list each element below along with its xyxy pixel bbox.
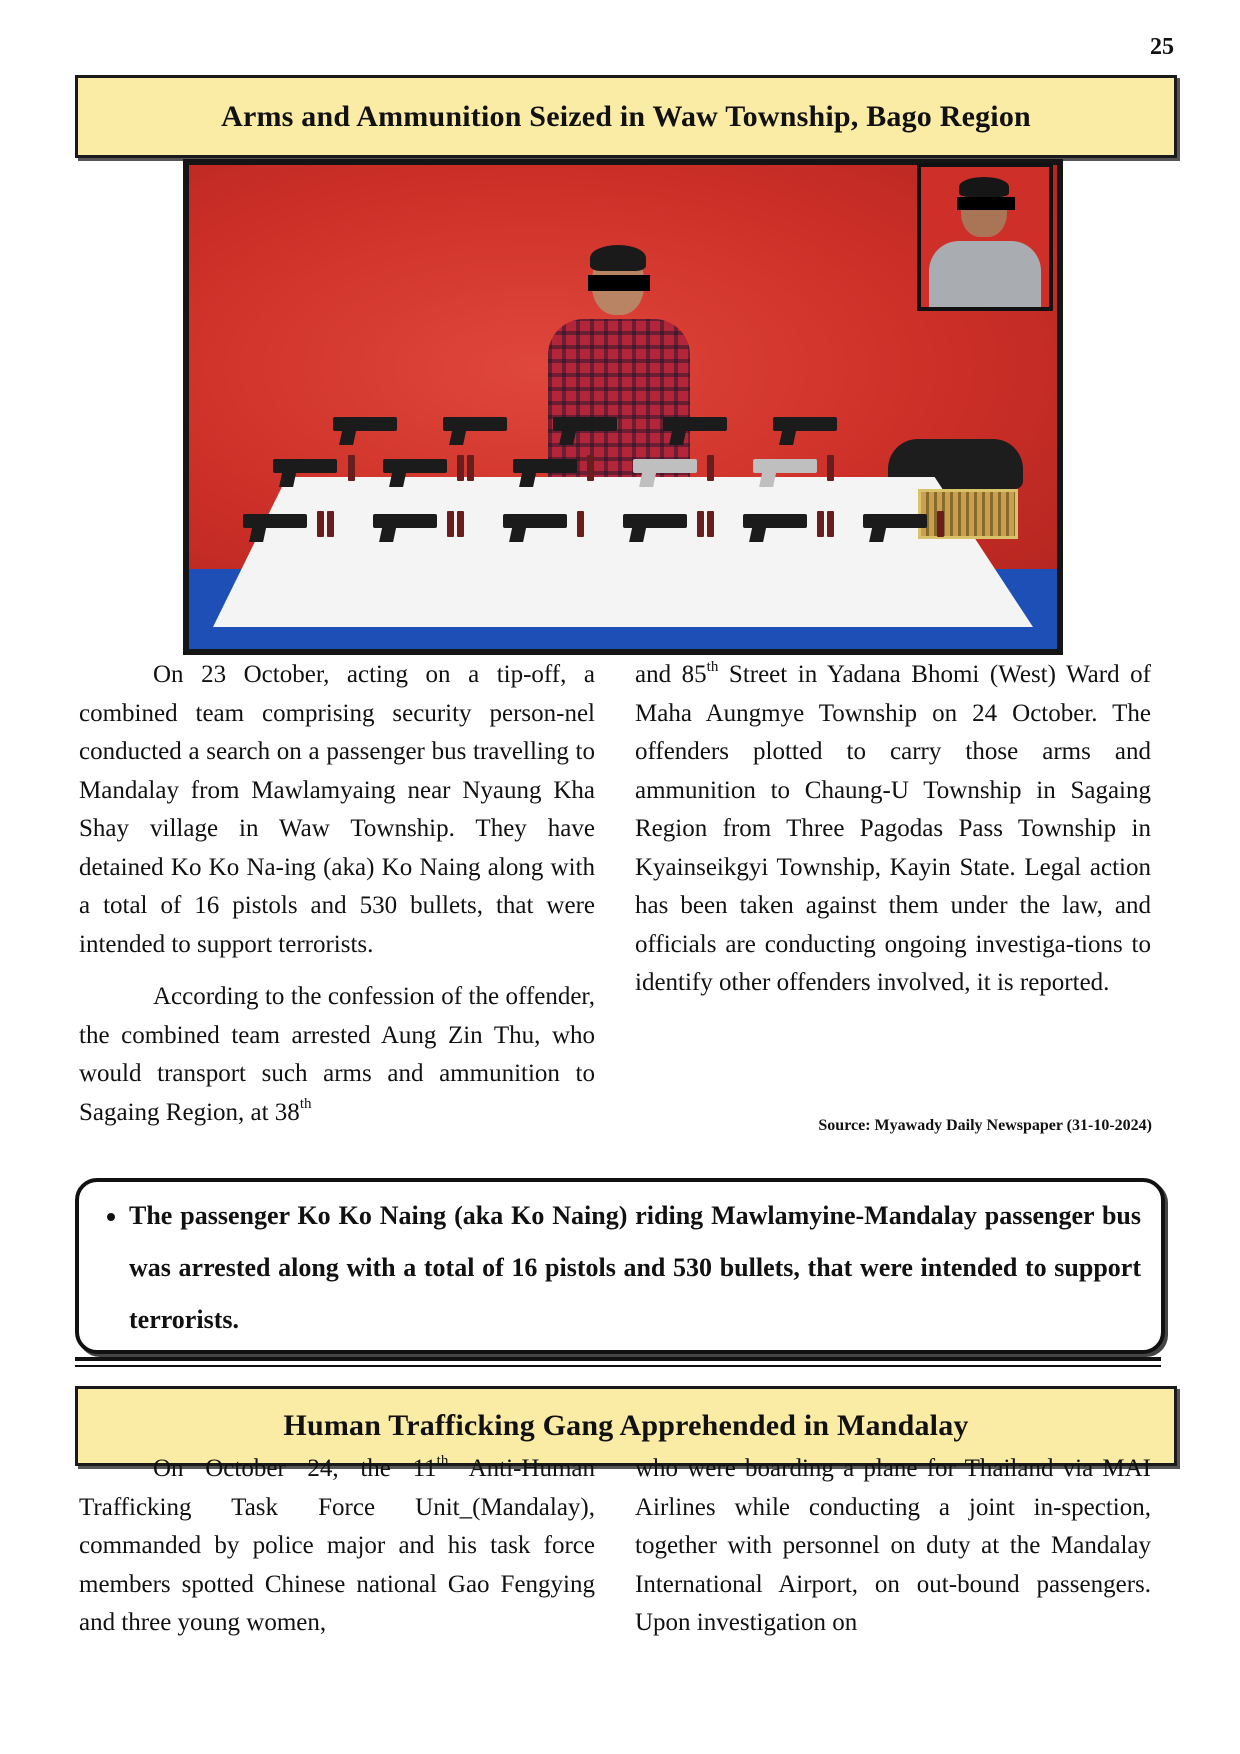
suspect-hair bbox=[590, 245, 646, 271]
article2-paragraph-text: Anti-Human Trafficking Task Force Unit_(Mandalay), commanded by police major and his task force members spotted Chinese national Gao Fengying and three young women, bbox=[79, 1455, 595, 1636]
pistol bbox=[773, 417, 837, 431]
display-table bbox=[213, 477, 1033, 627]
magazine bbox=[827, 455, 834, 481]
pistol bbox=[383, 459, 447, 473]
article1-right-column bbox=[635, 656, 1151, 1003]
article1-paragraph: On 23 October, acting on a tip-off, a combined team comprising security person-nel conducted a search on a passenger bus travelling to Mandalay from Mawlamyaing near Nyaung Kha Shay village in Waw Township. They have detained Ko Ko Na-ing (aka) Ko Naing along with a total of 16 pistols and 530 bullets, that were intended to support terrorists. bbox=[79, 661, 595, 958]
article2-right-column bbox=[635, 1450, 1151, 1643]
pistol bbox=[503, 514, 567, 528]
pistol bbox=[373, 514, 437, 528]
magazine bbox=[937, 511, 944, 537]
article1-paragraph-text: and 85 bbox=[635, 661, 707, 688]
seized-arms-photo bbox=[183, 159, 1063, 655]
magazine bbox=[817, 511, 824, 537]
article2-left-column bbox=[79, 1450, 595, 1643]
grey-tshirt bbox=[929, 241, 1041, 311]
magazine bbox=[348, 455, 355, 481]
source-citation: Source: Myawady Daily Newspaper (31-10-2024) bbox=[818, 1117, 1152, 1134]
article1-left-column bbox=[79, 656, 595, 1132]
superscript: th bbox=[706, 658, 719, 675]
magazine bbox=[317, 511, 324, 537]
magazine bbox=[457, 455, 464, 481]
magazine bbox=[587, 455, 594, 481]
magazine bbox=[697, 511, 704, 537]
article2-paragraph bbox=[79, 1450, 595, 1643]
highlight-bullet: • The passenger Ko Ko Naing (aka Ko Naing) riding Mawlamyine-Mandalay passenger bus was arrested along with a total of 16 pistols and 530 bullets, that were intended to support terrorists. bbox=[129, 1190, 1141, 1346]
censor-bar bbox=[957, 197, 1015, 210]
article-headline-human-trafficking: Human Trafficking Gang Apprehended in Mandalay bbox=[75, 1386, 1177, 1466]
pistol bbox=[663, 417, 727, 431]
pistol bbox=[863, 514, 927, 528]
pistol bbox=[243, 514, 307, 528]
magazine bbox=[707, 455, 714, 481]
pistol bbox=[513, 459, 577, 473]
article2-paragraph-text: On October 24, the 11 bbox=[153, 1455, 437, 1482]
article2-paragraph: who were boarding a plane for Thailand via MAI Airlines while conducting a joint in-spection, together with personnel on duty at the Mandalay International Airport, on out-bound passengers. Upon investigation on bbox=[635, 1455, 1151, 1636]
highlight-box bbox=[75, 1178, 1165, 1354]
pistol bbox=[623, 514, 687, 528]
superscript: th bbox=[299, 1096, 312, 1113]
article1-paragraph-text: According to the confession of the offender, the combined team arrested Aung Zin Thu, who would transport such arms and ammunition to Sagaing Region, at 38 bbox=[79, 983, 595, 1126]
superscript: th bbox=[436, 1452, 449, 1469]
article1-paragraph-text: Street in Yadana Bhomi (West) Ward of Maha Aungmye Township on 24 October. The offenders plotted to carry those arms and ammunition to Chaung-U Township in Sagaing Region from Three Pagodas Pass Township in Kyainseikgyi Township, Kayin State. Legal action has been taken against them under the law, and officials are conducting ongoing investiga-tions to identify other offenders involved, it is reported. bbox=[635, 661, 1151, 996]
bullets-box bbox=[918, 489, 1018, 539]
pistol bbox=[273, 459, 337, 473]
divider-rule bbox=[75, 1365, 1161, 1367]
magazine bbox=[447, 511, 454, 537]
pistol bbox=[443, 417, 507, 431]
silver-pistol bbox=[753, 459, 817, 473]
article1-paragraph bbox=[635, 656, 1151, 1003]
censor-bar bbox=[588, 275, 650, 291]
divider-rule bbox=[75, 1357, 1161, 1361]
page-number: 25 bbox=[1150, 34, 1174, 60]
article1-paragraph bbox=[79, 978, 595, 1132]
pistol bbox=[553, 417, 617, 431]
pistol bbox=[333, 417, 397, 431]
magazine bbox=[327, 511, 334, 537]
magazine bbox=[457, 511, 464, 537]
highlight-list bbox=[79, 1182, 1161, 1346]
magazine bbox=[827, 511, 834, 537]
magazine bbox=[467, 455, 474, 481]
magazine bbox=[707, 511, 714, 537]
silver-pistol bbox=[633, 459, 697, 473]
pistol bbox=[743, 514, 807, 528]
suspect-inset-photo bbox=[917, 163, 1053, 311]
suspect-hair bbox=[959, 177, 1009, 197]
magazine bbox=[577, 511, 584, 537]
article-headline-arms-seized: Arms and Ammunition Seized in Waw Township, Bago Region bbox=[75, 75, 1177, 158]
